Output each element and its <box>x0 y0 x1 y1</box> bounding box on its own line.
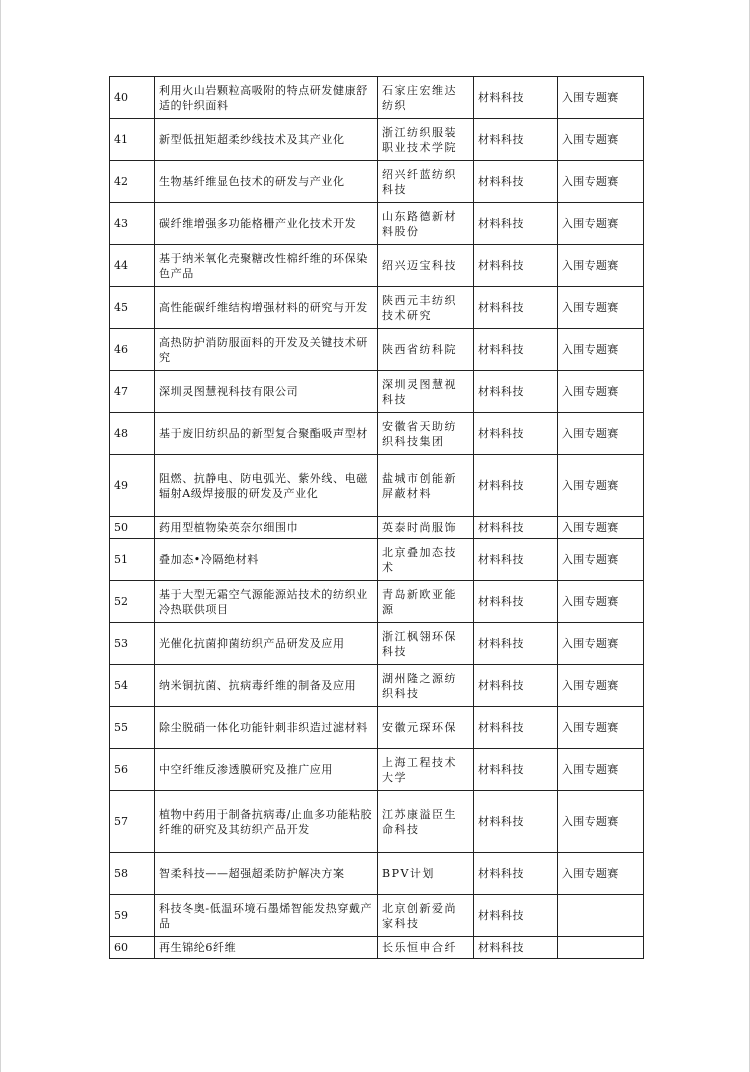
project-name: 高热防护消防服面料的开发及关键技术研究 <box>155 329 378 371</box>
category: 材料科技 <box>474 203 558 245</box>
category: 材料科技 <box>474 245 558 287</box>
table-row <box>110 77 644 119</box>
category: 材料科技 <box>474 371 558 413</box>
category: 材料科技 <box>474 791 558 853</box>
row-number: 40 <box>110 77 155 119</box>
table-row <box>110 707 644 749</box>
table-row <box>110 161 644 203</box>
project-name: 除尘脱硝一体化功能针刺非织造过滤材料 <box>155 707 378 749</box>
category: 材料科技 <box>474 161 558 203</box>
category: 材料科技 <box>474 937 558 959</box>
result: 入围专题赛 <box>558 665 644 707</box>
organization: 英泰时尚服饰 <box>378 517 474 539</box>
result: 入围专题赛 <box>558 581 644 623</box>
project-name: 碳纤维增强多功能格栅产业化技术开发 <box>155 203 378 245</box>
project-name: 阻燃、抗静电、防电弧光、紫外线、电磁辐射A级焊接服的研发及产业化 <box>155 455 378 517</box>
category: 材料科技 <box>474 517 558 539</box>
row-number: 43 <box>110 203 155 245</box>
row-number: 55 <box>110 707 155 749</box>
table-row <box>110 413 644 455</box>
result: 入围专题赛 <box>558 77 644 119</box>
project-name: 纳米铜抗菌、抗病毒纤维的制备及应用 <box>155 665 378 707</box>
organization: 浙江枫翎环保科技 <box>378 623 474 665</box>
project-name: 再生锦纶6纤维 <box>155 937 378 959</box>
organization: 陕西省纺科院 <box>378 329 474 371</box>
table-row <box>110 517 644 539</box>
table-row <box>110 791 644 853</box>
result: 入围专题赛 <box>558 119 644 161</box>
category: 材料科技 <box>474 623 558 665</box>
row-number: 47 <box>110 371 155 413</box>
project-name: 生物基纤维显色技术的研发与产业化 <box>155 161 378 203</box>
project-name: 基于废旧纺织品的新型复合聚酯吸声型材 <box>155 413 378 455</box>
result: 入围专题赛 <box>558 517 644 539</box>
table-row <box>110 853 644 895</box>
organization: 安徽省天助纺织科技集团 <box>378 413 474 455</box>
row-number: 42 <box>110 161 155 203</box>
table-row <box>110 937 644 959</box>
category: 材料科技 <box>474 119 558 161</box>
project-name: 科技冬奥-低温环境石墨烯智能发热穿戴产品 <box>155 895 378 937</box>
project-name: 深圳灵图慧视科技有限公司 <box>155 371 378 413</box>
row-number: 51 <box>110 539 155 581</box>
row-number: 44 <box>110 245 155 287</box>
organization: 深圳灵图慧视科技 <box>378 371 474 413</box>
table-row <box>110 895 644 937</box>
organization: 北京叠加态技术 <box>378 539 474 581</box>
award-table <box>109 76 644 959</box>
organization: 青岛新欧亚能源 <box>378 581 474 623</box>
category: 材料科技 <box>474 665 558 707</box>
category: 材料科技 <box>474 455 558 517</box>
table-row <box>110 119 644 161</box>
table-row <box>110 329 644 371</box>
organization: 浙江纺织服装职业技术学院 <box>378 119 474 161</box>
category: 材料科技 <box>474 707 558 749</box>
result: 入围专题赛 <box>558 707 644 749</box>
row-number: 59 <box>110 895 155 937</box>
organization: BPV计划 <box>378 853 474 895</box>
result: 入围专题赛 <box>558 455 644 517</box>
project-name: 药用型植物染英奈尔细围巾 <box>155 517 378 539</box>
organization: 长乐恒申合纤 <box>378 937 474 959</box>
result: 入围专题赛 <box>558 371 644 413</box>
result: 入围专题赛 <box>558 413 644 455</box>
row-number: 45 <box>110 287 155 329</box>
table-row <box>110 749 644 791</box>
result: 入围专题赛 <box>558 245 644 287</box>
project-name: 利用火山岩颗粒高吸附的特点研发健康舒适的针织面料 <box>155 77 378 119</box>
result: 入围专题赛 <box>558 287 644 329</box>
row-number: 50 <box>110 517 155 539</box>
category: 材料科技 <box>474 853 558 895</box>
table-row <box>110 203 644 245</box>
organization: 绍兴纤蓝纺织科技 <box>378 161 474 203</box>
category: 材料科技 <box>474 287 558 329</box>
organization: 陕西元丰纺织技术研究 <box>378 287 474 329</box>
result: 入围专题赛 <box>558 161 644 203</box>
row-number: 57 <box>110 791 155 853</box>
organization: 安徽元琛环保 <box>378 707 474 749</box>
row-number: 41 <box>110 119 155 161</box>
table-row <box>110 623 644 665</box>
row-number: 53 <box>110 623 155 665</box>
category: 材料科技 <box>474 749 558 791</box>
organization: 江苏康溢臣生命科技 <box>378 791 474 853</box>
project-name: 基于纳米氧化壳聚糖改性棉纤维的环保染色产品 <box>155 245 378 287</box>
table-row <box>110 455 644 517</box>
result: 入围专题赛 <box>558 791 644 853</box>
project-name: 叠加态•冷隔绝材料 <box>155 539 378 581</box>
row-number: 48 <box>110 413 155 455</box>
table-row <box>110 287 644 329</box>
result: 入围专题赛 <box>558 853 644 895</box>
result: 入围专题赛 <box>558 539 644 581</box>
row-number: 52 <box>110 581 155 623</box>
result <box>558 895 644 937</box>
project-name: 新型低扭矩超柔纱线技术及其产业化 <box>155 119 378 161</box>
category: 材料科技 <box>474 581 558 623</box>
table-row <box>110 371 644 413</box>
organization: 湖州隆之源纺织科技 <box>378 665 474 707</box>
category: 材料科技 <box>474 539 558 581</box>
row-number: 56 <box>110 749 155 791</box>
row-number: 46 <box>110 329 155 371</box>
result: 入围专题赛 <box>558 749 644 791</box>
project-name: 中空纤维反渗透膜研究及推广应用 <box>155 749 378 791</box>
organization: 绍兴迈宝科技 <box>378 245 474 287</box>
row-number: 49 <box>110 455 155 517</box>
project-name: 植物中药用于制备抗病毒/止血多功能粘胶纤维的研究及其纺织产品开发 <box>155 791 378 853</box>
table-row <box>110 665 644 707</box>
organization: 盐城市创能新屏蔽材料 <box>378 455 474 517</box>
project-name: 智柔科技——超强超柔防护解决方案 <box>155 853 378 895</box>
table-row <box>110 245 644 287</box>
result: 入围专题赛 <box>558 203 644 245</box>
category: 材料科技 <box>474 895 558 937</box>
table-row <box>110 539 644 581</box>
result: 入围专题赛 <box>558 329 644 371</box>
result <box>558 937 644 959</box>
organization: 石家庄宏维达纺织 <box>378 77 474 119</box>
project-name: 高性能碳纤维结构增强材料的研究与开发 <box>155 287 378 329</box>
category: 材料科技 <box>474 413 558 455</box>
project-name: 基于大型无霜空气源能源站技术的纺织业冷热联供项目 <box>155 581 378 623</box>
organization: 上海工程技术大学 <box>378 749 474 791</box>
organization: 北京创新爱尚家科技 <box>378 895 474 937</box>
category: 材料科技 <box>474 329 558 371</box>
organization: 山东路德新材料股份 <box>378 203 474 245</box>
row-number: 60 <box>110 937 155 959</box>
row-number: 58 <box>110 853 155 895</box>
category: 材料科技 <box>474 77 558 119</box>
result: 入围专题赛 <box>558 623 644 665</box>
table-row <box>110 581 644 623</box>
project-name: 光催化抗菌抑菌纺织产品研发及应用 <box>155 623 378 665</box>
row-number: 54 <box>110 665 155 707</box>
